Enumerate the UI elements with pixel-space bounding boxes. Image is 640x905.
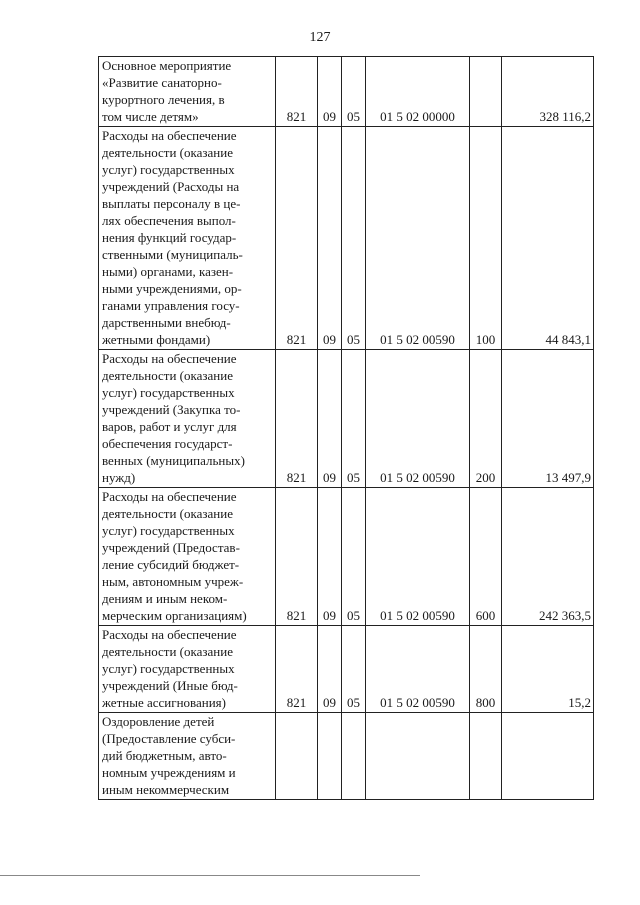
- section-code: 09: [318, 626, 342, 713]
- subsection-code: 05: [342, 57, 366, 127]
- amount: 13 497,9: [502, 350, 594, 488]
- section-code: 09: [318, 127, 342, 350]
- target-article-code: 01 5 02 00000: [366, 57, 470, 127]
- amount: [502, 713, 594, 800]
- row-description: Расходы на обеспечение деятельности (оказание услуг) государственных учреждений (Расходы на выплаты персоналу в це- лях обеспечения выпол- нения функций государ- ственными (муниципаль- ными) органами, казен- ными учреждениями, ор- ганами управления госу- дарственными внебюд- жетными фондами): [99, 127, 276, 350]
- table-row: [99, 350, 594, 488]
- subsection-code: [342, 713, 366, 800]
- expense-type-code: 200: [470, 350, 502, 488]
- section-code: 09: [318, 57, 342, 127]
- amount: 44 843,1: [502, 127, 594, 350]
- amount: 328 116,2: [502, 57, 594, 127]
- ministry-code: 821: [276, 350, 318, 488]
- table-row: [99, 488, 594, 626]
- row-description: Расходы на обеспечение деятельности (оказание услуг) государственных учреждений (Иные бюд- жетные ассигнования): [99, 626, 276, 713]
- row-description: Основное мероприятие «Развитие санаторно- курортного лечения, в том числе детям»: [99, 57, 276, 127]
- table-row: [99, 127, 594, 350]
- target-article-code: [366, 713, 470, 800]
- expense-type-code: 100: [470, 127, 502, 350]
- target-article-code: 01 5 02 00590: [366, 626, 470, 713]
- section-code: 09: [318, 350, 342, 488]
- ministry-code: 821: [276, 488, 318, 626]
- target-article-code: 01 5 02 00590: [366, 488, 470, 626]
- subsection-code: 05: [342, 350, 366, 488]
- expense-type-code: 800: [470, 626, 502, 713]
- page-bottom-divider: [0, 875, 420, 876]
- row-description: Расходы на обеспечение деятельности (оказание услуг) государственных учреждений (Закупка то- варов, работ и услуг для обеспечения государст- венных (муниципальных) нужд): [99, 350, 276, 488]
- budget-table: [98, 56, 594, 800]
- table-row: [99, 713, 594, 800]
- page-number: 127: [309, 30, 331, 45]
- expense-type-code: 600: [470, 488, 502, 626]
- ministry-code: 821: [276, 127, 318, 350]
- amount: 15,2: [502, 626, 594, 713]
- section-code: [318, 713, 342, 800]
- ministry-code: 821: [276, 57, 318, 127]
- subsection-code: 05: [342, 127, 366, 350]
- row-description: Расходы на обеспечение деятельности (оказание услуг) государственных учреждений (Предостав- ление субсидий бюджет- ным, автономным учреж- дениям и иным неком- мерческим организациям): [99, 488, 276, 626]
- table-row: [99, 626, 594, 713]
- target-article-code: 01 5 02 00590: [366, 127, 470, 350]
- section-code: 09: [318, 488, 342, 626]
- subsection-code: 05: [342, 626, 366, 713]
- ministry-code: [276, 713, 318, 800]
- expense-type-code: [470, 713, 502, 800]
- row-description: Оздоровление детей (Предоставление субси- дий бюджетным, авто- номным учреждениям и иным некоммерческим: [99, 713, 276, 800]
- amount: 242 363,5: [502, 488, 594, 626]
- expense-type-code: [470, 57, 502, 127]
- subsection-code: 05: [342, 488, 366, 626]
- ministry-code: 821: [276, 626, 318, 713]
- target-article-code: 01 5 02 00590: [366, 350, 470, 488]
- table-row: [99, 57, 594, 127]
